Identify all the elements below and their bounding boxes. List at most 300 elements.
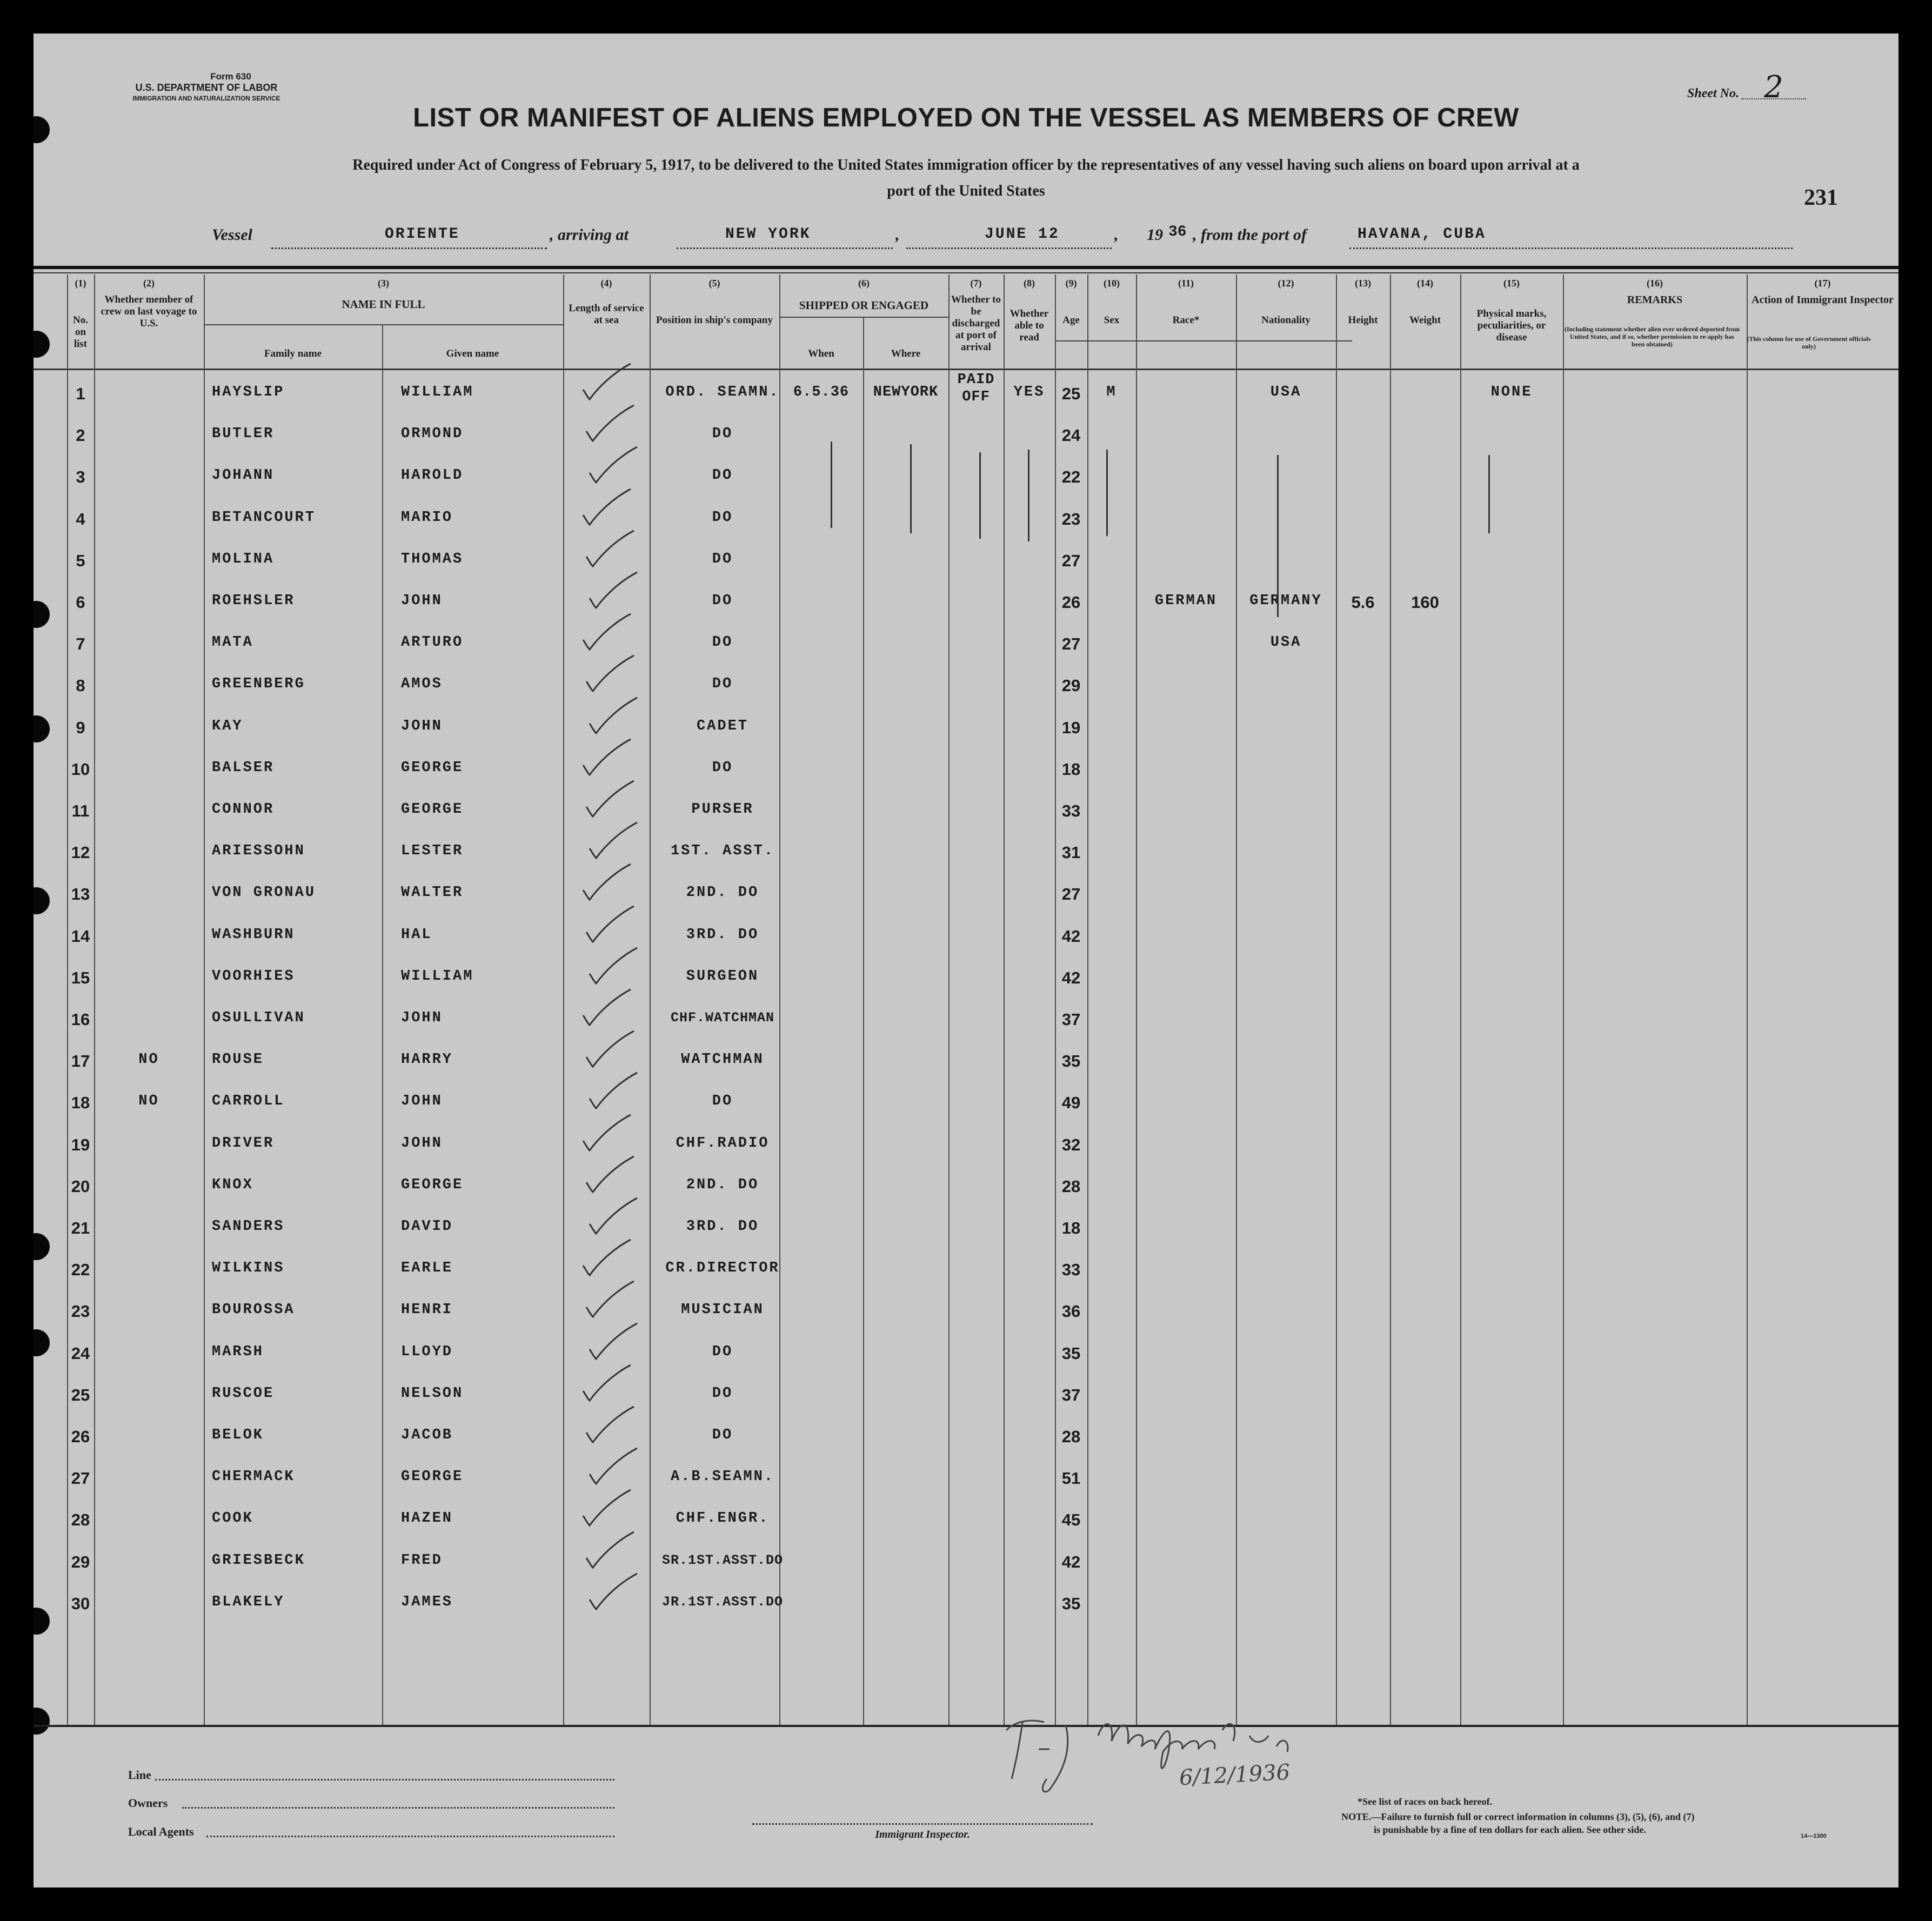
cell-family: JOHANN bbox=[212, 467, 275, 484]
check-mark-icon bbox=[580, 1029, 639, 1072]
cell-position: 1ST. ASST. bbox=[670, 843, 775, 860]
check-mark-icon bbox=[577, 737, 636, 780]
table-row bbox=[34, 621, 1898, 664]
cell-position: SURGEON bbox=[686, 968, 759, 985]
check-mark-icon bbox=[583, 1196, 643, 1239]
cell-given: GEORGE bbox=[401, 759, 464, 776]
column-number: (17) bbox=[1814, 278, 1831, 289]
cell-position: DO bbox=[712, 1093, 733, 1110]
cell-given: HAZEN bbox=[401, 1510, 453, 1527]
cell-no: 5 bbox=[76, 551, 85, 570]
cell-given: GEORGE bbox=[401, 801, 464, 818]
cell-position: PURSER bbox=[691, 801, 754, 818]
cell-position: CHF.ENGR. bbox=[676, 1510, 770, 1527]
cell-position: SR.1ST.ASST.DO bbox=[661, 1552, 784, 1568]
cell-age: 18 bbox=[1061, 1219, 1081, 1237]
cell-no: 18 bbox=[71, 1093, 90, 1113]
column-number: (7) bbox=[970, 278, 982, 289]
check-mark-icon bbox=[583, 570, 643, 613]
cell-family: DRIVER bbox=[212, 1135, 275, 1152]
cell-weight: 160 bbox=[1411, 593, 1439, 612]
cell-no: 1 bbox=[76, 384, 85, 403]
race-note: *See list of races on back hereof. bbox=[1358, 1796, 1493, 1807]
cell-position: DO bbox=[712, 1427, 733, 1443]
column-header: Sex bbox=[1104, 314, 1120, 326]
cell-family: GREENBERG bbox=[212, 676, 305, 693]
column-number: (13) bbox=[1355, 278, 1371, 289]
table-row bbox=[34, 1581, 1898, 1624]
table-row bbox=[34, 788, 1898, 831]
table-row bbox=[34, 747, 1898, 789]
cell-no: 7 bbox=[76, 634, 85, 654]
service: IMMIGRATION AND NATURALIZATION SERVICE bbox=[132, 95, 280, 102]
cell-given: LESTER bbox=[401, 843, 464, 860]
arriving-label: , arriving at bbox=[550, 226, 629, 244]
cell-last: NO bbox=[138, 1052, 159, 1068]
check-mark-icon bbox=[577, 612, 636, 655]
cell-given: WALTER bbox=[401, 885, 464, 901]
cell-nationality: GERMANY bbox=[1249, 593, 1322, 609]
check-mark-icon bbox=[580, 904, 639, 947]
cell-family: BELOK bbox=[212, 1427, 264, 1443]
cell-no: 16 bbox=[71, 1010, 90, 1029]
cell-given: WILLIAM bbox=[401, 384, 474, 400]
cell-age: 36 bbox=[1061, 1302, 1081, 1321]
cell-age: 33 bbox=[1061, 801, 1081, 820]
table-row bbox=[34, 872, 1898, 914]
cell-family: COOK bbox=[212, 1510, 253, 1527]
cell-given: JOHN bbox=[401, 1010, 443, 1026]
cell-position: DO bbox=[712, 634, 733, 651]
year-prefix: 19 bbox=[1147, 226, 1163, 244]
arrival-date: JUNE 12 bbox=[985, 226, 1060, 243]
cell-age: 33 bbox=[1061, 1260, 1081, 1280]
cell-nationality: USA bbox=[1270, 384, 1302, 400]
column-number: (16) bbox=[1647, 278, 1663, 289]
cell-family: KNOX bbox=[212, 1176, 253, 1193]
cell-age: 27 bbox=[1061, 634, 1081, 654]
table-row bbox=[34, 580, 1898, 623]
table-row bbox=[34, 1414, 1898, 1457]
form-code: 14—1300 bbox=[1801, 1833, 1827, 1839]
column-header: NAME IN FULL bbox=[342, 298, 425, 311]
cell-given: NELSON bbox=[401, 1385, 464, 1402]
cell-family: BALSER bbox=[212, 759, 275, 776]
cell-age: 29 bbox=[1061, 676, 1081, 695]
cell-discharged: PAID OFF bbox=[957, 372, 995, 405]
check-mark-icon bbox=[583, 946, 643, 989]
cell-given: GEORGE bbox=[401, 1469, 464, 1485]
cell-family: MOLINA bbox=[212, 551, 275, 567]
cell-position: A.B.SEAMN. bbox=[670, 1469, 775, 1485]
check-mark-icon bbox=[580, 528, 639, 572]
cell-no: 15 bbox=[71, 968, 90, 987]
page-title: LIST OR MANIFEST OF ALIENS EMPLOYED ON THE VESSEL AS MEMBERS OF CREW bbox=[413, 103, 1519, 132]
ditto-line bbox=[910, 444, 912, 533]
subhead-given: Given name bbox=[446, 348, 499, 359]
cell-when: 6.5.36 bbox=[793, 384, 850, 400]
cell-given: JOHN bbox=[401, 1135, 443, 1152]
cell-family: CONNOR bbox=[212, 801, 275, 818]
cell-no: 13 bbox=[71, 885, 90, 904]
cell-position: DO bbox=[712, 759, 733, 776]
cell-position: CR.DIRECTOR bbox=[665, 1260, 780, 1277]
subhead-when: When bbox=[808, 348, 834, 359]
cell-position: DO bbox=[712, 509, 733, 526]
table-row bbox=[34, 371, 1898, 414]
column-header: Race* bbox=[1172, 314, 1200, 326]
check-mark-icon bbox=[580, 403, 639, 446]
column-number: (3) bbox=[378, 278, 389, 289]
cell-position: CHF.RADIO bbox=[676, 1135, 770, 1152]
table-row bbox=[34, 1164, 1898, 1207]
cell-given: JOHN bbox=[401, 1093, 443, 1110]
cell-no: 23 bbox=[71, 1302, 90, 1321]
check-mark-icon bbox=[583, 1571, 643, 1615]
check-mark-icon bbox=[577, 1363, 636, 1406]
department: U.S. DEPARTMENT OF LABOR bbox=[135, 82, 278, 93]
subtitle-line-2: port of the United States bbox=[887, 183, 1045, 199]
check-mark-icon bbox=[577, 487, 636, 530]
column-header: Whether to be discharged at port of arrival bbox=[951, 294, 1001, 353]
signature-date: 6/12/1936 bbox=[1178, 1759, 1291, 1791]
sheet-number-block bbox=[1687, 70, 1871, 105]
cell-age: 49 bbox=[1061, 1093, 1081, 1113]
cell-position: 2ND. DO bbox=[686, 885, 759, 901]
cell-no: 4 bbox=[76, 509, 85, 528]
cell-height: 5.6 bbox=[1351, 593, 1375, 612]
binder-hole bbox=[34, 331, 50, 358]
cell-family: OSULLIVAN bbox=[212, 1010, 305, 1026]
cell-family: WILKINS bbox=[212, 1260, 285, 1277]
cell-age: 32 bbox=[1061, 1135, 1081, 1154]
cell-family: BETANCOURT bbox=[212, 509, 316, 526]
cell-read: YES bbox=[1013, 384, 1045, 400]
arrival-port: NEW YORK bbox=[725, 226, 811, 243]
table-row bbox=[34, 454, 1898, 497]
cell-family: MATA bbox=[212, 634, 253, 651]
cell-given: JACOB bbox=[401, 1427, 453, 1443]
cell-no: 14 bbox=[71, 926, 90, 946]
column-header: REMARKS bbox=[1627, 294, 1683, 306]
column-number: (12) bbox=[1278, 278, 1294, 289]
cell-age: 35 bbox=[1061, 1052, 1081, 1071]
subhead-where: Where bbox=[891, 348, 921, 359]
cell-last: NO bbox=[138, 1093, 159, 1110]
cell-age: 35 bbox=[1061, 1343, 1081, 1363]
cell-family: BUTLER bbox=[212, 426, 275, 443]
cell-given: ORMOND bbox=[401, 426, 464, 443]
check-mark-icon bbox=[580, 779, 639, 822]
cell-age: 45 bbox=[1061, 1510, 1081, 1530]
table-row bbox=[34, 1080, 1898, 1123]
local-agents-label: Local Agents bbox=[128, 1825, 194, 1838]
table-row bbox=[34, 1540, 1898, 1582]
cell-marks: NONE bbox=[1490, 384, 1533, 400]
ditto-line bbox=[1488, 455, 1490, 533]
cell-no: 22 bbox=[71, 1260, 90, 1280]
cell-no: 20 bbox=[71, 1176, 90, 1196]
cell-no: 2 bbox=[76, 426, 85, 445]
cell-position: MUSICIAN bbox=[681, 1302, 764, 1318]
column-header: Position in ship's company bbox=[656, 314, 773, 326]
cell-nationality: USA bbox=[1270, 634, 1302, 651]
vessel-name: ORIENTE bbox=[385, 226, 460, 243]
cell-age: 27 bbox=[1061, 885, 1081, 904]
cell-no: 3 bbox=[76, 467, 85, 487]
cell-age: 35 bbox=[1061, 1594, 1081, 1613]
cell-age: 42 bbox=[1061, 926, 1081, 946]
column-number: (11) bbox=[1178, 278, 1194, 289]
table-row bbox=[34, 830, 1898, 873]
page-number: 231 bbox=[1804, 185, 1838, 210]
cell-family: ARIESSOHN bbox=[212, 843, 305, 860]
column-header: Length of service at sea bbox=[569, 303, 644, 326]
cell-family: BOUROSSA bbox=[212, 1302, 295, 1318]
cell-position: DO bbox=[712, 467, 733, 484]
column-header: Height bbox=[1348, 314, 1378, 326]
table-row bbox=[34, 1039, 1898, 1081]
table-row bbox=[34, 1247, 1898, 1290]
cell-given: EARLE bbox=[401, 1260, 453, 1277]
cell-position: 3RD. DO bbox=[686, 1219, 759, 1235]
cell-no: 9 bbox=[76, 718, 85, 737]
ditto-line bbox=[1028, 450, 1029, 541]
cell-family: ROEHSLER bbox=[212, 593, 295, 609]
line-label: Line bbox=[128, 1768, 151, 1782]
cell-age: 37 bbox=[1061, 1010, 1081, 1029]
cell-given: HARRY bbox=[401, 1052, 453, 1068]
cell-no: 29 bbox=[71, 1552, 90, 1571]
ditto-line bbox=[1277, 455, 1279, 617]
column-number: (8) bbox=[1024, 278, 1035, 289]
table-row bbox=[34, 997, 1898, 1040]
table-row bbox=[34, 914, 1898, 956]
column-number: (5) bbox=[708, 278, 720, 289]
column-number: (4) bbox=[600, 278, 612, 289]
column-number: (1) bbox=[75, 278, 86, 289]
cell-given: WILLIAM bbox=[401, 968, 474, 985]
cell-no: 11 bbox=[71, 801, 90, 820]
cell-given: JOHN bbox=[401, 593, 443, 609]
inspector-signature bbox=[995, 1698, 1320, 1806]
column-number: (2) bbox=[143, 278, 155, 289]
cell-age: 51 bbox=[1061, 1469, 1081, 1488]
cell-position: DO bbox=[712, 1385, 733, 1402]
cell-no: 24 bbox=[71, 1343, 90, 1363]
table-row bbox=[34, 1456, 1898, 1498]
cell-family: CARROLL bbox=[212, 1093, 285, 1110]
cell-no: 27 bbox=[71, 1469, 90, 1488]
cell-family: HAYSLIP bbox=[212, 384, 285, 400]
table-row bbox=[34, 1331, 1898, 1374]
column-header: Action of Immigrant Inspector bbox=[1751, 294, 1894, 306]
check-mark-icon bbox=[580, 653, 639, 697]
cell-given: HENRI bbox=[401, 1302, 453, 1318]
column-header: Weight bbox=[1409, 314, 1441, 326]
table-row bbox=[34, 1206, 1898, 1248]
voyage-line: Vessel ORIENTE , arriving at NEW YORK , JUNE 12 , 19 36 , from the port of HAVANA, CUBA bbox=[212, 226, 1833, 253]
check-mark-icon bbox=[580, 1279, 639, 1322]
column-number: (15) bbox=[1503, 278, 1520, 289]
cell-position: 3RD. DO bbox=[686, 926, 759, 943]
form-identification bbox=[93, 71, 320, 104]
cell-family: SANDERS bbox=[212, 1219, 285, 1235]
table-row bbox=[34, 1289, 1898, 1331]
check-mark-icon bbox=[577, 862, 636, 905]
cell-family: KAY bbox=[212, 718, 243, 734]
cell-no: 12 bbox=[71, 843, 90, 862]
cell-family: WASHBURN bbox=[212, 926, 295, 943]
table-row bbox=[34, 705, 1898, 748]
penalty-note-1: NOTE.—Failure to furnish full or correct information in columns (3), (5), (6), and (7) bbox=[1341, 1811, 1695, 1822]
form-number: Form 630 bbox=[210, 71, 251, 82]
cell-family: MARSH bbox=[212, 1343, 264, 1360]
check-mark-icon bbox=[583, 445, 643, 488]
column-number: (9) bbox=[1065, 278, 1077, 289]
table-row bbox=[34, 1497, 1898, 1540]
column-header: Whether able to read bbox=[1010, 308, 1049, 343]
check-mark-icon bbox=[580, 1530, 639, 1573]
cell-given: MARIO bbox=[401, 509, 453, 526]
column-number: (14) bbox=[1417, 278, 1433, 289]
cell-no: 21 bbox=[71, 1219, 90, 1237]
cell-age: 28 bbox=[1061, 1427, 1081, 1446]
cell-age: 24 bbox=[1061, 426, 1081, 445]
cell-age: 28 bbox=[1061, 1176, 1081, 1196]
check-mark-icon bbox=[583, 1321, 643, 1364]
action-note: (This column for use of Government officials only) bbox=[1747, 335, 1871, 350]
table-row bbox=[34, 1122, 1898, 1165]
check-mark-icon bbox=[577, 1113, 636, 1156]
cell-given: DAVID bbox=[401, 1219, 453, 1235]
cell-given: JAMES bbox=[401, 1594, 453, 1610]
remarks-note: (Including statement whether alien ever ordered deported from United States, and if so, whether permission to re-apply has been obtained) bbox=[1564, 325, 1740, 348]
cell-position: DO bbox=[712, 1343, 733, 1360]
column-header: Nationality bbox=[1261, 314, 1311, 326]
cell-position: DO bbox=[712, 593, 733, 609]
manifest-sheet bbox=[34, 34, 1898, 1887]
cell-given: LLOYD bbox=[401, 1343, 453, 1360]
cell-race: GERMAN bbox=[1154, 593, 1218, 609]
check-mark-icon bbox=[577, 1237, 636, 1281]
cell-given: JOHN bbox=[401, 718, 443, 734]
cell-given: ARTURO bbox=[401, 634, 464, 651]
cell-where: NEWYORK bbox=[873, 384, 939, 400]
table-row bbox=[34, 663, 1898, 706]
column-header: SHIPPED OR ENGAGED bbox=[799, 299, 929, 312]
cell-no: 6 bbox=[76, 593, 85, 612]
cell-age: 31 bbox=[1061, 843, 1081, 862]
cell-given: AMOS bbox=[401, 676, 443, 693]
inspector-label: Immigrant Inspector. bbox=[875, 1829, 970, 1840]
check-mark-icon bbox=[577, 362, 636, 405]
table-row bbox=[34, 538, 1898, 581]
departure-port: HAVANA, CUBA bbox=[1358, 226, 1486, 243]
cell-position: DO bbox=[712, 676, 733, 693]
check-mark-icon bbox=[583, 695, 643, 739]
cell-position: 2ND. DO bbox=[686, 1176, 759, 1193]
cell-no: 17 bbox=[71, 1052, 90, 1071]
subtitle-line-1: Required under Act of Congress of February 5, 1917, to be delivered to the United States immigration officer by the representatives of any vessel having such aliens on board upon arrival at a bbox=[352, 157, 1580, 173]
column-header: No. on list bbox=[73, 314, 88, 350]
cell-position: DO bbox=[712, 551, 733, 567]
binder-hole bbox=[34, 1708, 50, 1735]
cell-position: CADET bbox=[696, 718, 748, 734]
cell-age: 22 bbox=[1061, 467, 1081, 487]
cell-no: 8 bbox=[76, 676, 85, 695]
cell-age: 25 bbox=[1061, 384, 1081, 403]
cell-given: GEORGE bbox=[401, 1176, 464, 1193]
cell-family: VON GRONAU bbox=[212, 885, 316, 901]
cell-given: HAROLD bbox=[401, 467, 464, 484]
cell-no: 10 bbox=[71, 759, 90, 779]
cell-family: VOORHIES bbox=[212, 968, 295, 985]
cell-position: WATCHMAN bbox=[681, 1052, 764, 1068]
cell-age: 19 bbox=[1061, 718, 1081, 737]
ditto-line bbox=[831, 441, 832, 528]
check-mark-icon bbox=[583, 1446, 643, 1489]
check-mark-icon bbox=[583, 820, 643, 864]
cell-no: 26 bbox=[71, 1427, 90, 1446]
vessel-label: Vessel bbox=[212, 226, 252, 244]
table-row bbox=[34, 413, 1898, 456]
cell-given: FRED bbox=[401, 1552, 443, 1569]
ditto-line bbox=[979, 452, 981, 539]
from-label: , from the port of bbox=[1193, 226, 1307, 244]
check-mark-icon bbox=[580, 1154, 639, 1197]
subhead-family: Family name bbox=[264, 348, 322, 359]
cell-no: 25 bbox=[71, 1385, 90, 1404]
year-suffix: 36 bbox=[1168, 224, 1187, 240]
table-row bbox=[34, 497, 1898, 539]
check-mark-icon bbox=[583, 1070, 643, 1114]
check-mark-icon bbox=[577, 987, 636, 1030]
cell-family: ROUSE bbox=[212, 1052, 264, 1068]
cell-family: RUSCOE bbox=[212, 1385, 275, 1402]
cell-given: HAL bbox=[401, 926, 432, 943]
cell-age: 42 bbox=[1061, 1552, 1081, 1571]
table-row bbox=[34, 955, 1898, 998]
cell-family: BLAKELY bbox=[212, 1594, 285, 1610]
cell-age: 27 bbox=[1061, 551, 1081, 570]
cell-no: 30 bbox=[71, 1594, 90, 1613]
penalty-note-2: is punishable by a fine of ten dollars for each alien. See other side. bbox=[1374, 1824, 1646, 1835]
owners-label: Owners bbox=[128, 1796, 168, 1810]
column-number: (6) bbox=[858, 278, 870, 289]
cell-position: ORD. SEAMN. bbox=[665, 384, 780, 400]
table-row bbox=[34, 1373, 1898, 1415]
cell-position: JR.1ST.ASST.DO bbox=[661, 1594, 784, 1610]
cell-no: 19 bbox=[71, 1135, 90, 1154]
cell-age: 23 bbox=[1061, 509, 1081, 528]
cell-age: 18 bbox=[1061, 759, 1081, 779]
ditto-line bbox=[1106, 450, 1108, 536]
column-number: (10) bbox=[1104, 278, 1120, 289]
cell-position: DO bbox=[712, 426, 733, 443]
cell-given: THOMAS bbox=[401, 551, 464, 567]
sheet-label: Sheet No. bbox=[1687, 86, 1739, 101]
cell-age: 37 bbox=[1061, 1385, 1081, 1404]
cell-no: 28 bbox=[71, 1510, 90, 1530]
column-header: Physical marks, peculiarities, or disease bbox=[1476, 308, 1547, 343]
column-header: Age bbox=[1062, 314, 1080, 326]
cell-position: CHF.WATCHMAN bbox=[670, 1010, 775, 1026]
cell-age: 42 bbox=[1061, 968, 1081, 987]
cell-age: 26 bbox=[1061, 593, 1081, 612]
sheet-number: 2 bbox=[1741, 77, 1806, 99]
cell-family: CHERMACK bbox=[212, 1469, 295, 1485]
